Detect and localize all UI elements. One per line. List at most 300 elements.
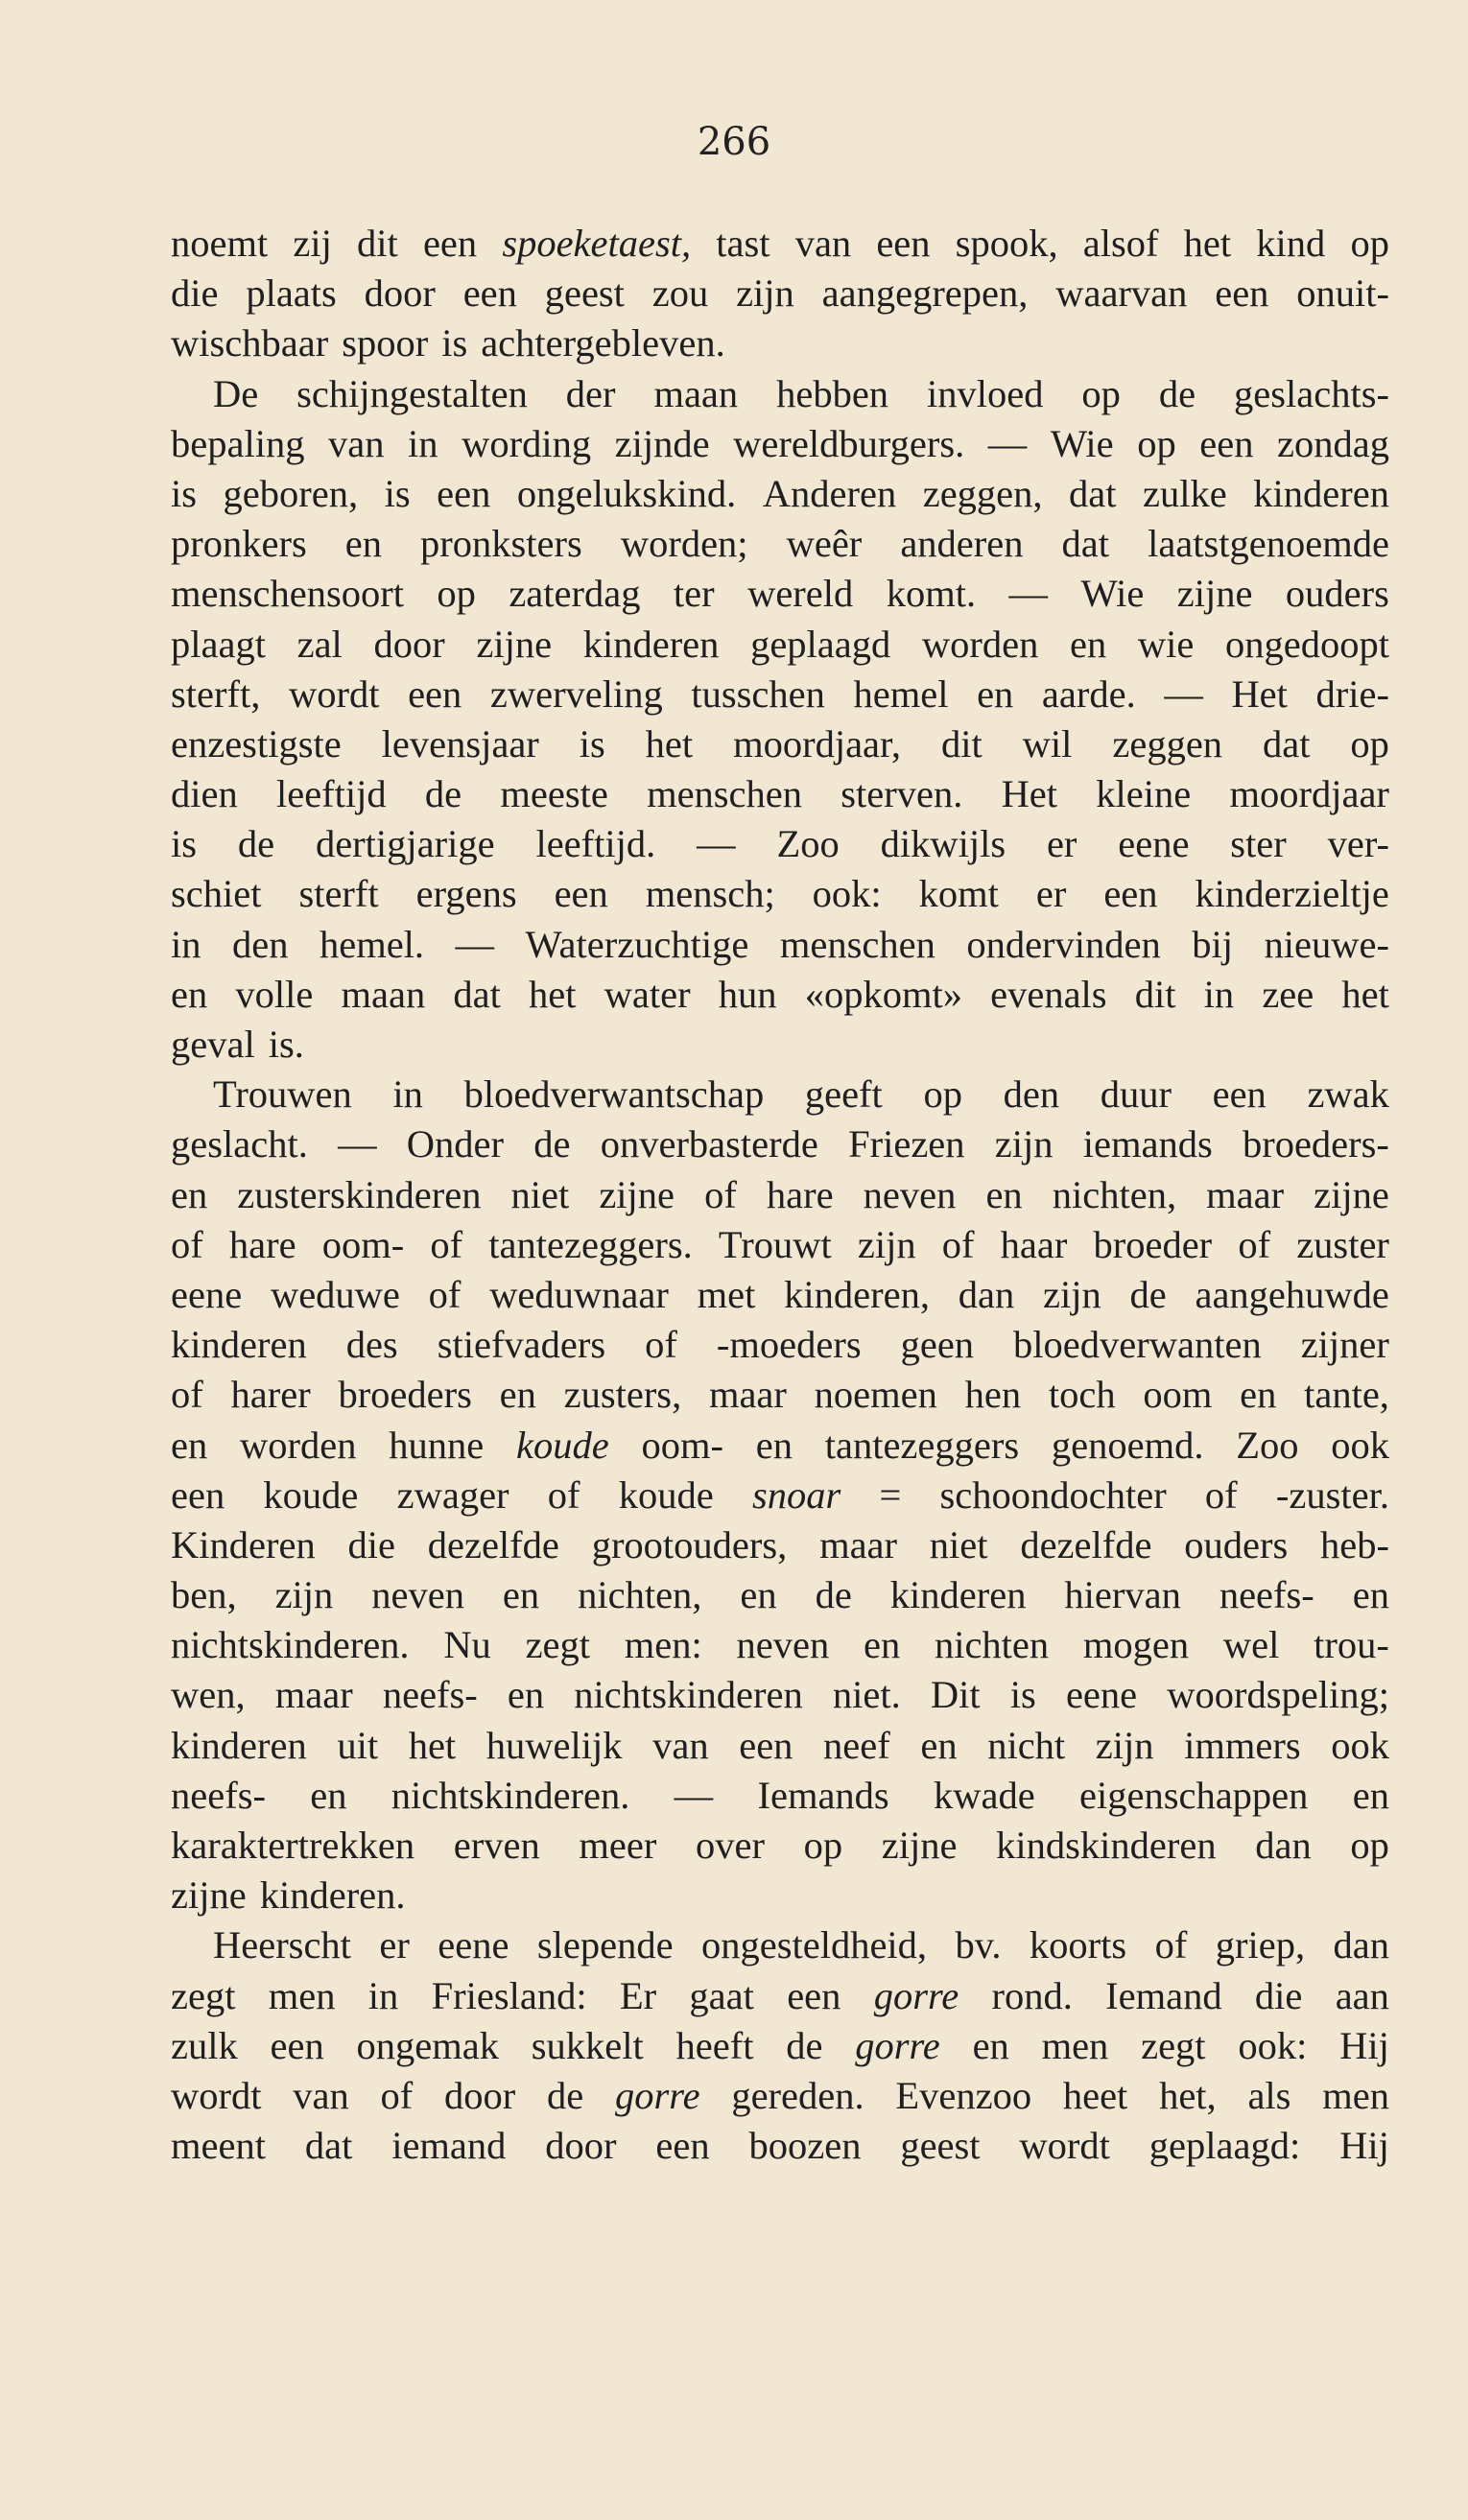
text-line	[171, 1070, 1389, 1119]
text-line	[171, 219, 1389, 269]
word: ongesteldheid,	[700, 1923, 928, 1967]
word: hen	[964, 1373, 1022, 1417]
word: de	[815, 1573, 852, 1617]
word: -moeders	[716, 1323, 862, 1367]
word: zusters,	[563, 1373, 682, 1417]
word: zijne	[1176, 572, 1253, 616]
word: ongedoopt	[1225, 622, 1389, 666]
word: door	[444, 2073, 516, 2117]
word: hun	[718, 972, 777, 1016]
word: schiet	[171, 872, 262, 916]
word: zaterdag	[509, 572, 641, 616]
word: het	[1341, 972, 1389, 1016]
italic-word: gorre	[855, 2023, 940, 2067]
word: komt.	[886, 572, 977, 616]
italic-word: gorre	[873, 1973, 959, 2017]
italic-word: snoar	[751, 1472, 841, 1517]
word: worden	[921, 622, 1039, 666]
word: zwager	[396, 1472, 509, 1517]
word: Evenzoo	[895, 2073, 1032, 2117]
word: bv.	[955, 1923, 1002, 1967]
word: volle	[235, 972, 314, 1016]
word: rond.	[991, 1973, 1073, 2017]
word: mensch;	[645, 872, 775, 916]
word: en	[171, 1172, 208, 1216]
word: menschensoort	[171, 572, 404, 616]
text-line	[171, 920, 1389, 970]
word: en	[502, 1573, 540, 1617]
word: —	[455, 922, 495, 966]
word: geeft	[804, 1072, 883, 1117]
word: Er	[619, 1973, 657, 2017]
word: nieuwe-	[1264, 922, 1389, 966]
word: menschen	[647, 772, 803, 816]
word: of	[428, 1272, 462, 1316]
word: de	[424, 772, 462, 816]
word: drie-	[1315, 671, 1389, 716]
word: wen,	[171, 1673, 246, 1717]
word: ongemak	[356, 2023, 499, 2067]
word: Dit	[930, 1673, 981, 1717]
text-line	[171, 1620, 1389, 1670]
word: zuster	[1296, 1222, 1389, 1266]
word: evenals	[990, 972, 1107, 1016]
word: zijne	[171, 1873, 247, 1918]
word: worden	[240, 1423, 357, 1467]
word: erven	[453, 1824, 540, 1867]
word: dat	[1061, 522, 1110, 566]
word: heeft	[675, 2023, 754, 2067]
word: tantezeggers.	[488, 1222, 693, 1266]
word: wel	[1222, 1623, 1280, 1667]
word: men	[1041, 2023, 1109, 2067]
text-line	[171, 1821, 1389, 1871]
word: die	[171, 271, 219, 316]
word: meent	[171, 2124, 266, 2168]
word: hunne	[389, 1423, 485, 1467]
word: eene	[171, 1272, 243, 1316]
text-line	[171, 970, 1389, 1020]
word: zulk	[171, 2023, 238, 2067]
word: ook:	[812, 872, 882, 916]
word: onverbasterde	[600, 1122, 818, 1166]
word: zegt	[525, 1623, 591, 1667]
word: plaats	[246, 271, 337, 316]
word: wereldburgers.	[733, 421, 965, 465]
word: men	[268, 1973, 336, 2017]
word: zegt	[171, 1973, 236, 2017]
word: menschen	[779, 922, 935, 966]
word: of	[547, 1472, 580, 1517]
word: moordjaar	[1229, 772, 1389, 816]
word: Friezen	[848, 1122, 965, 1166]
word: plaagt	[171, 622, 266, 666]
word: spook,	[955, 222, 1058, 265]
word: grootouders,	[591, 1522, 788, 1566]
word: en	[920, 1723, 958, 1767]
text-line	[171, 1871, 1389, 1920]
word: water	[604, 972, 691, 1016]
word: neefs-	[1219, 1573, 1314, 1617]
word: wordt	[171, 2073, 262, 2117]
word: nichtskinderen.	[171, 1623, 410, 1667]
word: bepaling	[171, 421, 305, 465]
word: op	[1350, 1824, 1389, 1867]
text-line	[171, 769, 1389, 819]
text-line	[171, 1170, 1389, 1220]
word: op	[923, 1072, 962, 1117]
word: leeftijd	[275, 772, 387, 816]
word: geen	[900, 1323, 975, 1367]
word: ook	[1331, 1423, 1389, 1467]
word: en	[1240, 1373, 1277, 1417]
word: zal	[296, 622, 343, 666]
word: achtergebleven.	[481, 321, 725, 365]
word: sterft	[298, 872, 379, 916]
word: en	[740, 1573, 777, 1617]
word: zijne	[1314, 1172, 1389, 1216]
word: tast	[716, 222, 770, 265]
word: ben,	[171, 1573, 237, 1617]
word: sterven.	[841, 772, 963, 816]
word: eigenschappen	[1079, 1773, 1309, 1817]
word: kinderen	[171, 1323, 307, 1367]
word: woordspeling;	[1167, 1673, 1389, 1717]
word: en	[1352, 1573, 1389, 1617]
text-line	[171, 1670, 1389, 1720]
word: of	[704, 1172, 737, 1216]
word: of	[1238, 1222, 1271, 1266]
word: Kinderen	[171, 1522, 316, 1566]
word: dat	[1069, 471, 1117, 515]
body-text	[171, 219, 1389, 2171]
word: en	[977, 671, 1014, 716]
word: niet	[510, 1172, 570, 1216]
word: nichtskinderen	[574, 1673, 803, 1717]
word: weduwnaar	[489, 1272, 669, 1316]
text-line	[171, 1971, 1389, 2021]
word: wil	[1022, 721, 1073, 765]
text-line	[171, 1020, 1389, 1070]
word: op	[437, 572, 476, 616]
word: alsof	[1082, 222, 1159, 265]
word: -zuster.	[1275, 1472, 1389, 1517]
word: is	[171, 822, 198, 866]
word: iemands	[1082, 1122, 1213, 1166]
word: Heerscht	[213, 1923, 351, 1967]
word: bij	[1192, 922, 1234, 966]
word: zijner	[1300, 1323, 1389, 1367]
word: Anderen	[762, 471, 897, 515]
word: hare	[228, 1222, 296, 1266]
word: en	[499, 1373, 536, 1417]
word: op	[1350, 721, 1389, 765]
word: kinderen.	[259, 1873, 406, 1918]
word: immers	[1184, 1723, 1301, 1767]
word: het	[408, 1723, 457, 1767]
word: of	[645, 1323, 677, 1367]
word: onuit-	[1296, 271, 1389, 316]
word: gereden.	[731, 2073, 864, 2117]
word: in	[171, 922, 201, 966]
word: —	[987, 421, 1028, 465]
word: neefs-	[171, 1773, 266, 1817]
text-line	[171, 569, 1389, 619]
word: hemel.	[319, 922, 425, 966]
word: zou	[651, 271, 709, 316]
text-line	[171, 2071, 1389, 2121]
word: ter	[673, 572, 715, 616]
text-line	[171, 1520, 1389, 1570]
word: waarvan	[1055, 271, 1188, 316]
word: laatstgenoemde	[1148, 522, 1389, 566]
word: zijn	[736, 271, 794, 316]
word: eene	[1118, 822, 1190, 866]
word: kinderen	[1253, 471, 1389, 515]
word: kwade	[934, 1773, 1035, 1817]
word: ver-	[1327, 822, 1389, 866]
word: maar	[819, 1522, 898, 1566]
word: neven	[371, 1573, 464, 1617]
word: Het	[1001, 772, 1058, 816]
page-number: 266	[697, 120, 771, 164]
word: of	[430, 1222, 463, 1266]
word: zondag	[1277, 421, 1389, 465]
word: geval	[171, 1023, 255, 1066]
word: spoor	[342, 321, 429, 365]
word: neef	[823, 1723, 890, 1767]
text-line	[171, 369, 1389, 419]
text-line	[171, 1119, 1389, 1169]
word: trou-	[1314, 1623, 1389, 1667]
word: er	[379, 1923, 410, 1967]
word: een	[270, 2023, 324, 2067]
word: dit	[940, 721, 983, 765]
word: Zoo	[1236, 1423, 1299, 1467]
word: zijn	[1042, 1272, 1101, 1316]
word: eene	[1065, 1673, 1138, 1717]
word: een	[787, 1973, 841, 2017]
word: is.	[268, 1023, 304, 1066]
word: is	[384, 471, 411, 515]
word: maan	[653, 371, 739, 415]
word: pronksters	[420, 522, 582, 566]
word: ster	[1230, 822, 1287, 866]
word: neven	[863, 1172, 957, 1216]
word: niet	[929, 1522, 988, 1566]
word: en	[171, 972, 208, 1016]
word: ouders	[1184, 1522, 1289, 1566]
word: er	[1035, 872, 1067, 916]
word: tusschen	[691, 671, 825, 716]
text-line	[171, 1570, 1389, 1620]
word: noemen	[814, 1373, 937, 1417]
word: koorts	[1029, 1923, 1127, 1967]
word: kindskinderen	[996, 1824, 1217, 1867]
word: dit	[357, 222, 398, 265]
word: Wie	[1080, 572, 1145, 616]
word: —	[697, 822, 736, 866]
word: een	[655, 2124, 710, 2168]
word: een	[408, 671, 462, 716]
word: met	[697, 1272, 756, 1316]
word: in	[392, 1072, 423, 1117]
word: het,	[1159, 2073, 1217, 2117]
word: kinderen	[171, 1723, 307, 1767]
word: of	[171, 1373, 203, 1417]
word: ongelukskind.	[516, 471, 737, 515]
word: in	[408, 421, 438, 465]
word: dan	[1255, 1824, 1312, 1867]
word: Het	[1231, 671, 1288, 716]
word: —	[338, 1122, 377, 1166]
word: komt	[918, 872, 999, 916]
word: leeftijd.	[535, 822, 656, 866]
word: genoemd.	[1051, 1423, 1204, 1467]
word: Iemands	[757, 1773, 889, 1817]
word: bloedverwanten	[1013, 1323, 1262, 1367]
word: of	[941, 1222, 975, 1266]
word: koude	[263, 1472, 359, 1517]
word: dan	[1333, 1923, 1389, 1967]
word: dien	[171, 772, 238, 816]
word: nichten,	[1052, 1172, 1177, 1216]
word: aangegrepen,	[821, 271, 1029, 316]
text-line	[171, 1370, 1389, 1420]
word: koude	[618, 1472, 714, 1517]
word: duur	[1100, 1072, 1172, 1117]
word: van	[328, 421, 385, 465]
text-line	[171, 1421, 1389, 1471]
text-line	[171, 419, 1389, 469]
word: anderen	[900, 522, 1024, 566]
word: geboren,	[223, 471, 359, 515]
word: griep,	[1215, 1923, 1306, 1967]
text-line	[171, 269, 1389, 318]
word: kind	[1256, 222, 1326, 265]
word: op	[803, 1824, 843, 1867]
word: «opkomt»	[804, 972, 962, 1016]
word: broeders	[338, 1373, 472, 1417]
word: als	[1247, 2073, 1291, 2117]
word: oom-	[321, 1222, 405, 1266]
word: neefs-	[382, 1673, 478, 1717]
word: meer	[579, 1824, 657, 1867]
word: men	[1322, 2073, 1389, 2117]
word: zijn	[994, 1122, 1054, 1166]
word: en	[972, 2023, 1009, 2067]
word: harer	[230, 1373, 311, 1417]
word: Nu	[443, 1623, 491, 1667]
word: door	[373, 622, 445, 666]
word: of	[1204, 1472, 1238, 1517]
word: de	[533, 1122, 571, 1166]
word: ergens	[415, 872, 517, 916]
word: tantezeggers	[824, 1423, 1020, 1467]
text-line	[171, 869, 1389, 919]
word: kinderen	[582, 622, 720, 666]
word: dat	[304, 2124, 353, 2168]
word: is	[579, 721, 605, 765]
word: =	[879, 1472, 902, 1517]
word: ook	[1331, 1723, 1389, 1767]
text-line	[171, 1771, 1389, 1821]
word: dat	[1263, 721, 1311, 765]
word: in	[1203, 972, 1235, 1016]
word: broeder	[1093, 1222, 1213, 1266]
word: het	[1183, 222, 1232, 265]
word: karaktertrekken	[171, 1824, 415, 1867]
word: is	[441, 321, 468, 365]
word: heet	[1062, 2073, 1128, 2117]
word: over	[695, 1824, 765, 1867]
word: aangehuwde	[1195, 1272, 1389, 1316]
word: ook:	[1238, 2023, 1308, 2067]
word: den	[1003, 1072, 1060, 1117]
word: tante,	[1304, 1373, 1389, 1417]
word: of	[1154, 1923, 1188, 1967]
word: ouders	[1285, 572, 1389, 616]
text-line	[171, 318, 1389, 368]
word: en	[344, 522, 382, 566]
word: een	[422, 222, 478, 265]
word: en	[310, 1773, 347, 1817]
word: dikwijls	[880, 822, 1006, 866]
word: ondervinden	[966, 922, 1161, 966]
word: in	[367, 1973, 399, 2017]
word: slepende	[536, 1923, 674, 1967]
word: broeders-	[1242, 1122, 1389, 1166]
text-line	[171, 670, 1389, 719]
word: zeggen,	[922, 471, 1043, 515]
word: een	[462, 271, 517, 316]
word: eene	[438, 1923, 509, 1967]
word: een	[1212, 1072, 1267, 1117]
word: —	[1164, 671, 1203, 716]
word: Wie	[1050, 421, 1114, 465]
word: en	[985, 1172, 1023, 1216]
word: oom	[1143, 1373, 1213, 1417]
word: nichtskinderen.	[391, 1773, 630, 1817]
word: zwerveling	[489, 671, 663, 716]
word: weêr	[786, 522, 863, 566]
text-line	[171, 1220, 1389, 1270]
word: hebben	[776, 371, 889, 415]
word: wereld	[747, 572, 854, 616]
italic-word: koude	[515, 1423, 609, 1467]
word: zee	[1262, 972, 1314, 1016]
text-line	[171, 469, 1389, 519]
word: oom-	[641, 1423, 723, 1467]
word: —	[674, 1773, 714, 1817]
word: maar	[274, 1673, 353, 1717]
italic-word: spoeketaest,	[502, 222, 692, 265]
word: en	[1352, 1773, 1389, 1817]
word: is	[171, 471, 198, 515]
word: maan	[341, 972, 426, 1016]
word: een	[554, 872, 608, 916]
word: niet.	[832, 1673, 901, 1717]
word: haar	[1000, 1222, 1068, 1266]
word: die	[1254, 1973, 1303, 2017]
word: de	[786, 2023, 823, 2067]
word: Hij	[1339, 2023, 1389, 2067]
word: zwak	[1307, 1072, 1389, 1117]
word: dan	[958, 1272, 1015, 1316]
word: zusterskinderen	[237, 1172, 482, 1216]
word: huwelijk	[485, 1723, 623, 1767]
word: Zoo	[776, 822, 840, 866]
